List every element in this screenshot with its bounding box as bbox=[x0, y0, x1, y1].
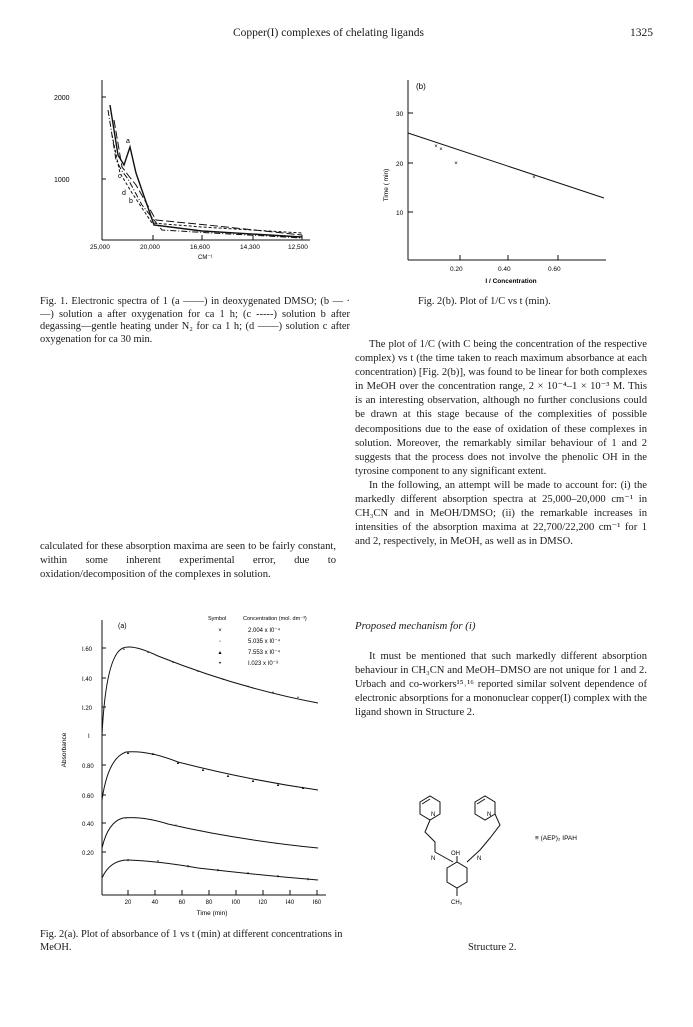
fig2a-ytick: 0.60 bbox=[82, 794, 94, 800]
fig2b-ytick: 30 bbox=[396, 111, 404, 118]
fig1-ytick: 1000 bbox=[54, 177, 70, 184]
fig2a-xlabel: Time (min) bbox=[196, 910, 228, 917]
svg-text:•: • bbox=[297, 695, 299, 701]
fig2a-xtick: I60 bbox=[312, 900, 322, 906]
fig1-curve-a bbox=[110, 105, 302, 237]
fig1-label-d: d bbox=[122, 190, 126, 197]
fig2b-xtick: 0.20 bbox=[450, 266, 463, 273]
svg-text:×: × bbox=[276, 874, 280, 880]
fig1-xtick: 16,600 bbox=[190, 244, 210, 251]
svg-text:◦: ◦ bbox=[275, 841, 277, 847]
svg-text:•: • bbox=[123, 647, 125, 653]
figure-2a-plot bbox=[48, 610, 348, 920]
fig1-curve-b bbox=[108, 110, 302, 238]
fig2a-ytick: I bbox=[88, 734, 90, 740]
fig1-x-unit: CM⁻¹ bbox=[198, 255, 213, 261]
structure-2-diagram bbox=[395, 790, 640, 945]
fig2a-curve-3 bbox=[102, 818, 318, 848]
fig2a-ytick: I.20 bbox=[82, 706, 93, 712]
fig2a-ytick: 0.40 bbox=[82, 822, 94, 828]
fig2a-curve-1 bbox=[102, 647, 318, 735]
fig1-curve-d bbox=[114, 120, 302, 235]
svg-text:▴: ▴ bbox=[301, 785, 305, 791]
svg-text:◦: ◦ bbox=[125, 816, 127, 822]
fig1-xtick: 20,000 bbox=[140, 244, 160, 251]
legend-symbol: • bbox=[218, 661, 222, 667]
atom-n: N bbox=[431, 812, 436, 818]
svg-text:▴: ▴ bbox=[226, 773, 230, 779]
legend-symbol: ▴ bbox=[218, 650, 222, 656]
fig2a-ytick: 0.20 bbox=[82, 851, 94, 857]
legend-conc: 2.004 x I0⁻⁴ bbox=[248, 628, 281, 634]
running-title: Copper(I) complexes of chelating ligands bbox=[233, 27, 424, 39]
fig2a-xtick: 80 bbox=[205, 900, 213, 906]
fig2a-panel-label: (a) bbox=[118, 623, 127, 630]
fig2a-ylabel: Absorbance bbox=[61, 732, 68, 768]
svg-text:×: × bbox=[216, 868, 220, 874]
svg-text:•: • bbox=[172, 660, 174, 666]
figure-2a-caption: Fig. 2(a). Plot of absorbance of 1 vs t (min) at different concentrations in MeOH. bbox=[40, 929, 343, 953]
fig2b-ytick: 10 bbox=[396, 210, 404, 217]
fig2b-point: × bbox=[454, 161, 458, 167]
svg-text:▴: ▴ bbox=[251, 778, 255, 784]
svg-text:◦: ◦ bbox=[200, 828, 202, 834]
fig1-ytick: 2000 bbox=[54, 95, 70, 102]
paragraph-3-urbach: It must be mentioned that such markedly different absorption behaviour in CH₃CN and MeOH–DMSO are not unique for 1 and 2. Urbach and co-workers¹⁵˒¹⁶ reported similar solvent dependence of electronic absorptions for a mononuclear copper(I) complex with the ligand shown in Structure 2. bbox=[355, 651, 647, 719]
fig2b-ytick: 20 bbox=[396, 161, 404, 168]
svg-text:•: • bbox=[197, 669, 199, 675]
fig2a-xtick: I20 bbox=[258, 900, 268, 906]
paragraph-2-account: In the following, an attempt will be made to account for: (i) the markedly different absorption spectra at 25,000–20,000 cm⁻¹ in CH₃CN and in MeOH/DMSO; (ii) the remarkable increases in intensities of the absorption maxima at 22,700/22,200 cm⁻¹ for 1 and 2, respectively, in MeOH, as well as in DMSO. bbox=[355, 479, 647, 548]
fig1-xtick: 14,300 bbox=[240, 244, 260, 251]
svg-text:◦: ◦ bbox=[250, 837, 252, 843]
right-column-text bbox=[355, 338, 647, 549]
fig2a-curve-2 bbox=[102, 752, 318, 800]
fig2a-legend-header-conc: Concentration (mol. dm⁻³) bbox=[243, 616, 307, 622]
svg-text:•: • bbox=[272, 690, 274, 696]
fig1-label-c: c bbox=[118, 173, 122, 180]
fig2a-legend-header-symbol: Symbol bbox=[208, 616, 227, 622]
svg-text:×: × bbox=[186, 864, 190, 870]
fig2b-panel-label: (b) bbox=[416, 82, 426, 91]
svg-text:▴: ▴ bbox=[126, 750, 130, 756]
structure-2-caption: Structure 2. bbox=[468, 942, 517, 953]
fig1-label-a: a bbox=[126, 138, 130, 145]
figure-1-spectra bbox=[52, 75, 342, 285]
fig2b-xtick: 0.40 bbox=[498, 266, 511, 273]
fig2b-xtick: 0.60 bbox=[548, 266, 561, 273]
fig2a-curve-4 bbox=[102, 860, 318, 880]
svg-text:▴: ▴ bbox=[276, 782, 280, 788]
svg-text:▴: ▴ bbox=[201, 767, 205, 773]
fig1-label-b: b bbox=[129, 198, 133, 205]
fig2a-ytick: I.60 bbox=[82, 647, 93, 653]
atom-ch3: CH₃ bbox=[451, 900, 463, 906]
fig2a-xtick: I00 bbox=[231, 900, 241, 906]
svg-text:×: × bbox=[246, 871, 250, 877]
svg-text:•: • bbox=[147, 650, 149, 656]
svg-text:•: • bbox=[222, 677, 224, 683]
ligand-name: ≡ (AEP)₂ IPAH bbox=[535, 835, 577, 842]
section-heading: Proposed mechanism for (i) bbox=[355, 620, 476, 632]
svg-text:×: × bbox=[306, 877, 310, 883]
svg-text:◦: ◦ bbox=[150, 817, 152, 823]
fig2b-point: × bbox=[532, 175, 536, 181]
svg-text:•: • bbox=[247, 684, 249, 690]
fig2b-point: × bbox=[439, 147, 443, 153]
legend-symbol: × bbox=[218, 628, 222, 634]
svg-text:◦: ◦ bbox=[225, 833, 227, 839]
fig2b-fit-line bbox=[408, 133, 604, 198]
svg-text:▴: ▴ bbox=[151, 751, 155, 757]
fig1-xtick: 12,500 bbox=[288, 244, 308, 251]
pyridine-ring-left bbox=[420, 796, 440, 820]
benzene-ring bbox=[447, 862, 467, 888]
svg-text:▴: ▴ bbox=[176, 760, 180, 766]
left-column-text: calculated for these absorption maxima are seen to be fairly constant, within some inherent experimental error, due to oxidation/decomposition of the complexes in solution. bbox=[40, 541, 336, 581]
fig2b-point: × bbox=[434, 144, 438, 150]
svg-text:×: × bbox=[126, 858, 130, 864]
svg-text:×: × bbox=[156, 859, 160, 865]
legend-symbol: ◦ bbox=[218, 639, 222, 645]
pyridine-ring-right bbox=[475, 796, 495, 820]
legend-conc: 7.553 x I0⁻⁴ bbox=[248, 650, 281, 656]
figure-2b-plot bbox=[366, 75, 636, 285]
page-number: 1325 bbox=[630, 27, 653, 39]
svg-text:◦: ◦ bbox=[175, 822, 177, 828]
svg-text:◦: ◦ bbox=[300, 844, 302, 850]
fig2a-xtick: 40 bbox=[151, 900, 159, 906]
fig2a-xtick: 20 bbox=[124, 900, 132, 906]
fig2a-xtick: I40 bbox=[285, 900, 295, 906]
legend-conc: I.023 x I0⁻³ bbox=[248, 661, 278, 667]
fig2b-xlabel: I / Concentration bbox=[485, 278, 537, 285]
atom-n: N bbox=[431, 856, 436, 862]
atom-oh: OH bbox=[451, 851, 460, 857]
figure-2b-caption: Fig. 2(b). Plot of 1/C vs t (min). bbox=[418, 296, 551, 307]
atom-n: N bbox=[477, 856, 482, 862]
fig1-xtick: 25,000 bbox=[90, 244, 110, 251]
legend-conc: 5.035 x I0⁻⁴ bbox=[248, 639, 281, 645]
fig2a-ytick: I.40 bbox=[82, 677, 93, 683]
paragraph-1-v-plot: The plot of 1/C (with C being the concentration of the respective complex) vs t (the time taken to reach maximum absorbance at each concentration) [Fig. 2(b)], was found to be linear for both complexes in MeOH over the concentration range, 2 × 10⁻⁴–1 × 10⁻³ M. This is an interesting observation, although no further conclusions could be drawn at this stage because of the complexities of possible decompositions due to the ease of oxidation of these complexes in solution. Moreover, the remarkably similar behaviour of 1 and 2 suggests that the process does not involve the phenolic OH in the tyrosine component to any significant extent. bbox=[355, 339, 647, 477]
figure-1-caption: Fig. 1. Electronic spectra of 1 (a ——) in deoxygenated DMSO; (b — · —) solution a after oxygenation for ca 1 h; (c -----) solution b after degassing—gentle heating under N₂ for ca 1 h; (d ––––) solution c after oxygenation for ca 30 min. bbox=[40, 296, 350, 345]
atom-n: N bbox=[487, 812, 492, 818]
fig2a-xtick: 60 bbox=[178, 900, 186, 906]
fig2b-ylabel: Time ( min) bbox=[383, 168, 390, 202]
fig2a-ytick: 0.80 bbox=[82, 764, 94, 770]
